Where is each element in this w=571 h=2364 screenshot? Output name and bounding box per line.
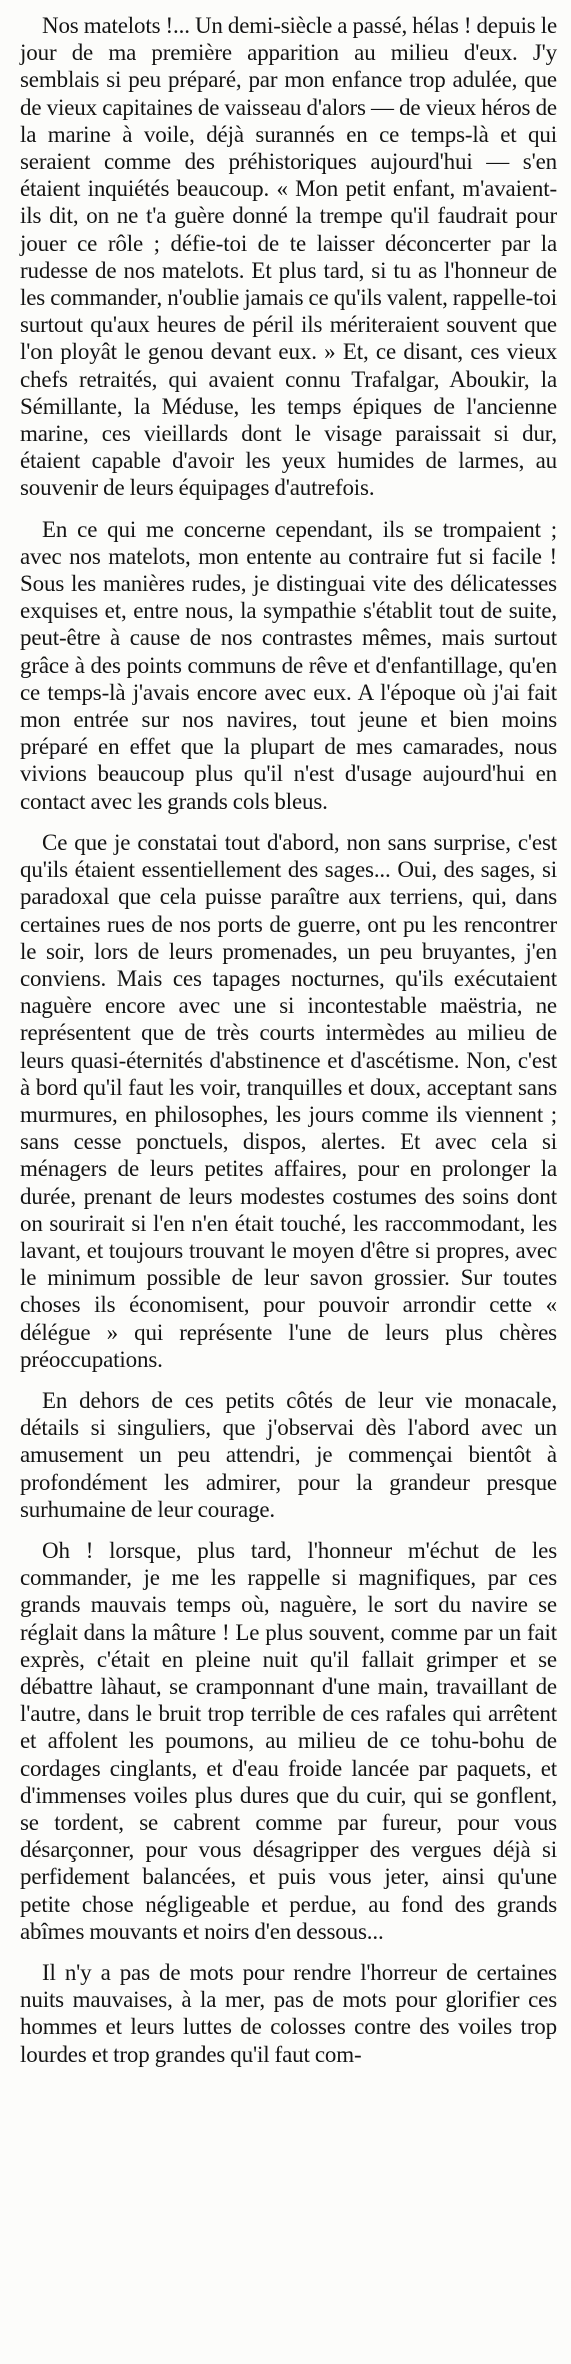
paragraph-1: Nos matelots !... Un demi-siècle a passé, hélas ! depuis le jour de ma première apparition au milieu d'eux. J'y semblais si peu préparé, par mon enfance trop adulée, que de vieux capitaines de vaisseau d'alors — de vieux héros de la marine à voile, déjà surannés en ce temps-là et qui seraient comme des préhistoriques aujourd'hui — s'en étaient inquiétés beaucoup. « Mon petit enfant, m'avaient-ils dit, on ne t'a guère donné la trempe qu'il faudrait pour jouer ce rôle ; défie-toi de te laisser déconcerter par la rudesse de nos matelots. Et plus tard, si tu as l'honneur de les commander, n'oublie jamais ce qu'ils valent, rappelle-toi surtout qu'aux heures de péril ils mériteraient souvent que l'on ployât le genou devant eux. » Et, ce disant, ces vieux chefs retraités, qui avaient connu Trafalgar, Aboukir, la Sémillante, la Méduse, les temps épiques de l'ancienne marine, ces vieillards dont le visage paraissait si dur, étaient capable d'avoir les yeux humides de larmes, au souvenir de leurs équipages d'autrefois. xyxy=(20,13,558,501)
paragraph-4: En dehors de ces petits côtés de leur vie monacale, détails si singuliers, que j'observai dès l'abord avec un amusement un peu attendri, je commençai bientôt à profondément les admirer, pour la grandeur presque surhumaine de leur courage. xyxy=(20,1387,557,1522)
paragraph-3: Ce que je constatai tout d'abord, non sans surprise, c'est qu'ils étaient essentiellement des sages... Oui, des sages, si paradoxal que cela puisse paraître aux terriens, qui, dans certaines rues de nos ports de guerre, ont pu les rencontrer le soir, lors de leurs promenades, un peu bruyantes, j'en conviens. Mais ces tapages nocturnes, qu'ils exécutaient naguère encore avec une si incontestable maëstria, ne représentent que de très courts intermèdes au milieu de leurs quasi-éternités d'abstinence et d'ascétisme. Non, c'est à bord qu'il faut les voir, tranquilles et doux, acceptant sans murmures, en philosophes, les jours comme ils viennent ; sans cesse ponctuels, dispos, alertes. Et avec cela si ménagers de leurs petites affaires, pour en prolonger la durée, prenant de leurs modestes costumes des soins dont on sourirait si l'en n'en était touché, les raccommodant, les lavant, et toujours trouvant le moyen d'être si propres, avec le minimum possible de leur savon grossier. Sur toutes choses ils économisent, pour pouvoir arrondir cette « délégue » qui représente l'une de leurs plus chères préoccupations. xyxy=(20,829,557,1372)
paragraph-5: Oh ! lorsque, plus tard, l'honneur m'échut de les commander, je me les rappelle si magnifiques, par ces grands mauvais temps où, naguère, le sort du navire se réglait dans la mâture ! Le plus souvent, comme par un fait exprès, c'était en pleine nuit qu'il fallait grimper et se débattre làhaut, se cramponnant d'une main, travaillant de l'autre, dans le bruit trop terrible de ces rafales qui arrêtent et affolent les poumons, au milieu de ce tohu-bohu de cordages cinglants, et d'eau froide lancée par paquets, et d'immenses voiles plus dures que du cuir, qui se gonflent, se tordent, se cabrent comme par fureur, pour vous désarçonner, pour vous désagripper des vergues déjà si perfidement balancées, et puis vous jeter, ainsi qu'une petite chose négligeable et perdue, au fond des grands abîmes mouvants et noirs d'en dessous... xyxy=(20,1537,557,1944)
article-column xyxy=(20,12,557,2068)
paragraph-6: Il n'y a pas de mots pour rendre l'horreur de certaines nuits mauvaises, à la mer, pas de mots pour glorifier ces hommes et leurs luttes de colosses contre des voiles trop lourdes et trop grandes qu'il faut com- xyxy=(20,1960,557,2067)
paragraph-2: En ce qui me concerne cependant, ils se trompaient ; avec nos matelots, mon entente au contraire fut si facile ! Sous les manières rudes, je distinguai vite des délicatesses exquises et, entre nous, la sympathie s'établit tout de suite, peut-être à cause de nos contrastes mêmes, mais surtout grâce à des points communs de rêve et d'enfantillage, qu'en ce temps-là j'avais encore avec eux. A l'époque où j'ai fait mon entrée sur nos navires, tout jeune et bien moins préparé en effet que la plupart de mes camarades, nous vivions beaucoup plus qu'il n'est d'usage aujourd'hui en contact avec les grands cols bleus. xyxy=(20,516,557,814)
